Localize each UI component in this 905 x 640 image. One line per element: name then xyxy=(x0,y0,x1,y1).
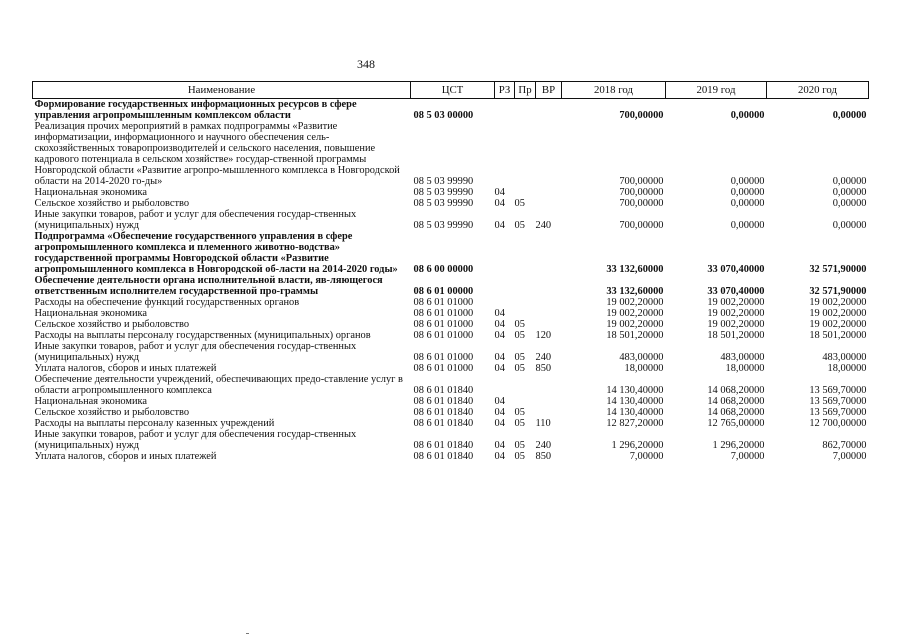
table-row xyxy=(33,341,869,363)
cell-pr: 05 xyxy=(514,198,525,209)
cell-vr xyxy=(536,407,562,418)
table-row xyxy=(33,209,869,231)
cell-2018: 19 002,20000 xyxy=(606,319,664,330)
cell-rz: 04 xyxy=(494,319,505,330)
cell-vr: 120 xyxy=(535,330,552,341)
cell-2019: 19 002,20000 xyxy=(707,308,765,319)
header-2020: 2020 год xyxy=(767,82,869,99)
cell-name: Сельское хозяйство и рыболовство xyxy=(34,198,190,209)
cell-cst: 08 6 01 01840 xyxy=(413,440,474,451)
cell-rz: 04 xyxy=(494,396,505,407)
header-2019: 2019 год xyxy=(666,82,767,99)
cell-cst: 08 6 01 01840 xyxy=(413,451,474,462)
cell-rz: 04 xyxy=(494,407,505,418)
cell-vr xyxy=(536,308,562,319)
cell-cst: 08 6 01 01840 xyxy=(413,407,474,418)
cell-2018: 700,00000 xyxy=(619,176,664,187)
cell-rz: 04 xyxy=(494,352,505,363)
cell-2019: 14 068,20000 xyxy=(707,385,765,396)
cell-2018: 33 132,60000 xyxy=(606,264,664,275)
cell-cst: 08 6 01 01000 xyxy=(413,297,474,308)
cell-2019: 12 765,00000 xyxy=(707,418,765,429)
header-cst: ЦСТ xyxy=(411,82,495,99)
cell-2018: 700,00000 xyxy=(619,110,664,121)
table-header-row xyxy=(33,82,869,99)
cell-2020: 0,00000 xyxy=(832,198,867,209)
cell-rz xyxy=(495,231,515,275)
cell-rz: 04 xyxy=(494,418,505,429)
cell-pr: 05 xyxy=(514,319,525,330)
cell-rz: 04 xyxy=(494,187,505,198)
header-2018: 2018 год xyxy=(562,82,666,99)
cell-2020: 0,00000 xyxy=(832,176,867,187)
cell-rz xyxy=(495,374,515,396)
cell-vr xyxy=(536,374,562,396)
cell-cst: 08 5 03 99990 xyxy=(413,187,474,198)
cell-name: Сельское хозяйство и рыболовство xyxy=(34,319,190,330)
header-pr: Пр xyxy=(515,82,536,99)
cell-cst: 08 6 01 01000 xyxy=(413,330,474,341)
cell-pr xyxy=(515,121,536,187)
table-row xyxy=(33,429,869,451)
cell-2018: 18,00000 xyxy=(624,363,664,374)
cell-vr: 850 xyxy=(535,363,552,374)
cell-2019: 19 002,20000 xyxy=(707,297,765,308)
cell-2019: 0,00000 xyxy=(730,176,765,187)
cell-2020: 0,00000 xyxy=(832,110,867,121)
cell-name: Уплата налогов, сборов и иных платежей xyxy=(34,363,217,374)
cell-2019: 33 070,40000 xyxy=(707,286,765,297)
cell-cst: 08 6 01 01000 xyxy=(413,352,474,363)
cell-vr: 240 xyxy=(535,352,552,363)
table-row xyxy=(33,231,869,275)
cell-rz: 04 xyxy=(494,308,505,319)
cell-rz xyxy=(495,99,515,122)
cell-2020: 19 002,20000 xyxy=(809,297,867,308)
table-row xyxy=(33,319,869,330)
cell-cst: 08 5 03 00000 xyxy=(413,110,474,121)
cell-name: Расходы на обеспечение функций государственных органов xyxy=(34,297,300,308)
cell-rz: 04 xyxy=(494,440,505,451)
table-row xyxy=(33,121,869,187)
cell-2020: 18 501,20000 xyxy=(809,330,867,341)
cell-2019: 18 501,20000 xyxy=(707,330,765,341)
cell-name: Национальная экономика xyxy=(34,396,148,407)
cell-pr: 05 xyxy=(514,407,525,418)
cell-cst: 08 6 01 01840 xyxy=(413,418,474,429)
cell-2019: 0,00000 xyxy=(730,220,765,231)
cell-name: Формирование государственных информационных ресурсов в сфере управления агропромышленным комплексом области xyxy=(34,99,357,121)
cell-2019: 14 068,20000 xyxy=(707,407,765,418)
cell-2018: 14 130,40000 xyxy=(606,407,664,418)
cell-cst: 08 6 01 01000 xyxy=(413,319,474,330)
cell-name: Расходы на выплаты персоналу государственных (муниципальных) органов xyxy=(34,330,371,341)
cell-rz: 04 xyxy=(494,451,505,462)
cell-2020: 13 569,70000 xyxy=(809,385,867,396)
cell-2020: 12 700,00000 xyxy=(809,418,867,429)
cell-2019: 483,00000 xyxy=(720,352,765,363)
cell-pr xyxy=(515,275,536,297)
cell-2018: 700,00000 xyxy=(619,198,664,209)
cell-2020: 13 569,70000 xyxy=(809,407,867,418)
cell-2020: 7,00000 xyxy=(832,451,867,462)
table-row xyxy=(33,396,869,407)
cell-pr xyxy=(515,187,536,198)
table-row xyxy=(33,330,869,341)
cell-name: Подпрограмма «Обеспечение государственного управления в сфере агропромышленного комплекса и племенного животно-водства» государственной программы Новгородской области «Развитие агропромышленного комплекса в Новгородской об-ласти на 2014-2020 годы» xyxy=(34,231,398,275)
table-row xyxy=(33,297,869,308)
cell-rz: 04 xyxy=(494,198,505,209)
cell-cst: 08 5 03 99990 xyxy=(413,198,474,209)
cell-2019: 7,00000 xyxy=(730,451,765,462)
cell-name: Обеспечение деятельности учреждений, обеспечивающих предо-ставление услуг в области агропромышленного комплекса xyxy=(34,374,403,396)
cell-2018: 18 501,20000 xyxy=(606,330,664,341)
cell-2018: 7,00000 xyxy=(629,451,664,462)
table-row xyxy=(33,407,869,418)
cell-2020: 0,00000 xyxy=(832,187,867,198)
cell-2018: 14 130,40000 xyxy=(606,396,664,407)
cell-2018: 12 827,20000 xyxy=(606,418,664,429)
cell-vr xyxy=(536,198,562,209)
cell-rz: 04 xyxy=(494,220,505,231)
cell-pr: 05 xyxy=(514,220,525,231)
cell-vr xyxy=(536,231,562,275)
cell-2019: 33 070,40000 xyxy=(707,264,765,275)
table-row xyxy=(33,187,869,198)
cell-cst: 08 6 01 01840 xyxy=(413,385,474,396)
cell-pr xyxy=(515,99,536,122)
cell-2020: 18,00000 xyxy=(827,363,867,374)
cell-2020: 19 002,20000 xyxy=(809,319,867,330)
cell-2018: 483,00000 xyxy=(619,352,664,363)
table-body xyxy=(33,99,869,463)
cell-2020: 32 571,90000 xyxy=(809,264,867,275)
cell-2018: 19 002,20000 xyxy=(606,308,664,319)
cell-2018: 700,00000 xyxy=(619,187,664,198)
cell-pr: 05 xyxy=(514,418,525,429)
cell-name: Иные закупки товаров, работ и услуг для обеспечения государ-ственных (муниципальных) нужд xyxy=(34,429,357,451)
cell-vr xyxy=(536,187,562,198)
table-row xyxy=(33,275,869,297)
cell-2020: 13 569,70000 xyxy=(809,396,867,407)
table-row xyxy=(33,418,869,429)
budget-table xyxy=(32,81,869,462)
cell-pr: 05 xyxy=(514,330,525,341)
cell-2019: 0,00000 xyxy=(730,198,765,209)
cell-pr xyxy=(515,231,536,275)
cell-vr xyxy=(536,297,562,308)
cell-name: Реализация прочих мероприятий в рамках подпрограммы «Развитие информатизации, информационного и научного обеспечения сель-скохозяйственных товаропроизводителей и сельского населения, повышение кадрового потенциала в сельском хозяйстве» государ-ственной программы Новгородской области «Развитие агропро-мышленного комплекса в Новгородской области на 2014-2020 го-ды» xyxy=(34,121,400,187)
cell-2020: 483,00000 xyxy=(822,352,867,363)
cell-2020: 32 571,90000 xyxy=(809,286,867,297)
cell-2020: 19 002,20000 xyxy=(809,308,867,319)
cell-2019: 14 068,20000 xyxy=(707,396,765,407)
page-number: 348 xyxy=(357,57,375,71)
table-row xyxy=(33,363,869,374)
cell-name: Расходы на выплаты персоналу казенных учреждений xyxy=(34,418,275,429)
cell-cst: 08 5 03 99990 xyxy=(413,176,474,187)
table-row xyxy=(33,198,869,209)
cell-vr xyxy=(536,99,562,122)
cell-rz: 04 xyxy=(494,330,505,341)
cell-rz xyxy=(495,275,515,297)
cell-rz: 04 xyxy=(494,363,505,374)
table-row xyxy=(33,451,869,462)
cell-2020: 862,70000 xyxy=(822,440,867,451)
cell-pr: 05 xyxy=(514,363,525,374)
cell-2018: 19 002,20000 xyxy=(606,297,664,308)
cell-2019: 19 002,20000 xyxy=(707,319,765,330)
cell-vr: 240 xyxy=(535,440,552,451)
cell-cst: 08 5 03 99990 xyxy=(413,220,474,231)
cell-name: Сельское хозяйство и рыболовство xyxy=(34,407,190,418)
cell-rz xyxy=(495,121,515,187)
table-row xyxy=(33,99,869,122)
cell-cst: 08 6 00 00000 xyxy=(413,264,474,275)
cell-pr xyxy=(515,308,536,319)
cell-2018: 33 132,60000 xyxy=(606,286,664,297)
cell-pr: 05 xyxy=(514,451,525,462)
header-vr: ВР xyxy=(536,82,562,99)
cell-cst: 08 6 01 01840 xyxy=(413,396,474,407)
header-rz: РЗ xyxy=(495,82,515,99)
cell-2019: 1 296,20000 xyxy=(712,440,765,451)
cell-rz xyxy=(495,297,515,308)
cell-name: Уплата налогов, сборов и иных платежей xyxy=(34,451,217,462)
cell-2019: 18,00000 xyxy=(725,363,765,374)
cell-2020: 0,00000 xyxy=(832,220,867,231)
cell-2018: 700,00000 xyxy=(619,220,664,231)
cell-cst: 08 6 01 01000 xyxy=(413,308,474,319)
cell-name: Иные закупки товаров, работ и услуг для обеспечения государ-ственных (муниципальных) нужд xyxy=(34,209,357,231)
cell-vr xyxy=(536,319,562,330)
cell-2018: 14 130,40000 xyxy=(606,385,664,396)
table-row xyxy=(33,308,869,319)
cell-pr: 05 xyxy=(514,440,525,451)
cell-name: Национальная экономика xyxy=(34,187,148,198)
header-name: Наименование xyxy=(33,82,411,99)
cell-name: Иные закупки товаров, работ и услуг для обеспечения государ-ственных (муниципальных) нужд xyxy=(34,341,357,363)
cell-2019: 0,00000 xyxy=(730,187,765,198)
cell-pr xyxy=(515,396,536,407)
cell-pr xyxy=(515,374,536,396)
cell-name: Обеспечение деятельности органа исполнительной власти, яв-ляющегося ответственным исполнителем государственной про-граммы xyxy=(34,275,383,297)
table-row xyxy=(33,374,869,396)
scan-mark xyxy=(246,633,249,634)
cell-vr: 850 xyxy=(535,451,552,462)
cell-vr xyxy=(536,396,562,407)
cell-cst: 08 6 01 01000 xyxy=(413,363,474,374)
cell-2019: 0,00000 xyxy=(730,110,765,121)
cell-2018: 1 296,20000 xyxy=(611,440,664,451)
cell-name: Национальная экономика xyxy=(34,308,148,319)
cell-cst: 08 6 01 00000 xyxy=(413,286,474,297)
cell-vr: 110 xyxy=(535,418,551,429)
cell-pr: 05 xyxy=(514,352,525,363)
cell-pr xyxy=(515,297,536,308)
cell-vr xyxy=(536,275,562,297)
cell-vr: 240 xyxy=(535,220,552,231)
cell-vr xyxy=(536,121,562,187)
